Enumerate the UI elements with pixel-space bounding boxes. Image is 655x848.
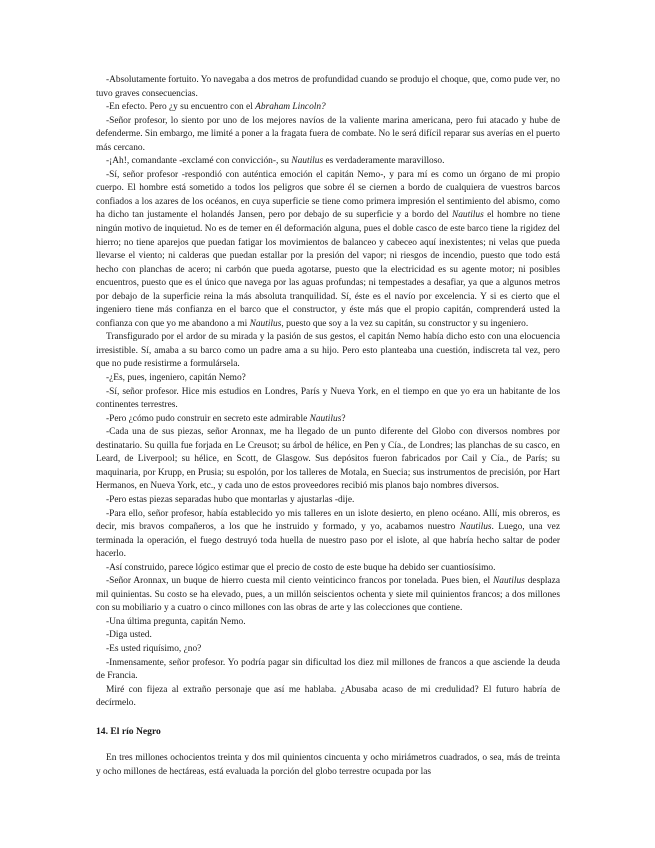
text-run: -¿Es, pues, ingeniero, capitán Nemo? — [106, 373, 246, 384]
italic-title: Nautilus — [249, 318, 282, 329]
paragraph — [96, 169, 560, 332]
chapter-body-text — [96, 74, 560, 711]
paragraph — [96, 684, 560, 711]
paragraph — [96, 426, 560, 494]
text-run: -Absolutamente fortuito. Yo navegaba a dos metros de profundidad cuando se produjo el choque, que, como pude ver, no tuvo graves consecuencias. — [96, 75, 560, 99]
text-run: -Señor profesor, lo siento por uno de los mejores navíos de la valiente marina americana, pero fui atacado y hube de defenderme. Sin embargo, me limité a poner a la fragata fuera de combate. No le será difícil reparar sus averías en el puerto más cercano. — [96, 115, 560, 153]
text-run: -Sí, señor profesor. Hice mis estudios en Londres, París y Nueva York, en el tiempo en que yo era un habitante de los continentes terrestres. — [96, 386, 560, 411]
italic-title: Abraham Lincoln? — [255, 102, 326, 113]
text-run: -Señor Aronnax, un buque de hierro cuesta mil ciento veinticinco francos por tonelada. Pues bien, el — [106, 576, 494, 587]
chapter-heading: 14. El río Negro — [96, 725, 161, 737]
text-run: el hombre no tiene ningún motivo de inquietud. No es de temer en él deformación alguna, pues el doble casco de este barco tiene la rigidez del hierro; no tiene aparejos que puedan fatigar los movimientos de balanceo y cabeceo aquí inexistentes; ni velas que pueda llevarse el viento; ni calderas que puedan estallar por la presión del vapor; ni riesgos de incendio, puesto que todo está hecho con planchas de acero; ni carbón que pueda agotarse, puesto que la electricidad es su agente motor; ni posibles encuentros, puesto que es el único que navega por las aguas profundas; ni tempestades a desafiar, ya que a algunos metros por debajo de la superficie reina la más absoluta tranquilidad. Sí, éste es el navío por excelencia. Y si es cierto que el ingeniero tiene más confianza en el barco que el constructor, y éste más que el propio capitán, comprenderá usted la confianza con que yo me abandono a mi — [96, 210, 561, 329]
document-page — [96, 74, 560, 779]
italic-title: Nautilus — [493, 576, 525, 587]
final-paragraph: En tres millones ochocientos treinta y dos mil quinientos cincuenta y ocho miriámetros cuadrados, o sea, más de treinta y ocho millones de hectáreas, está evaluada la porción del globo terrestre ocupada por las — [96, 753, 560, 777]
text-run: desplaza mil quinientas. Su costo se ha elevado, pues, a un millón seiscientos ochenta y siete mil quinientos francos; a dos millones con su mobiliario y a cuatro o cinco millones con las obras de arte y las colecciones que contiene. — [96, 576, 560, 614]
text-run: ? — [341, 413, 346, 424]
text-run: -¡Ah!, comandante -exclamé con convicción-, su — [106, 156, 292, 167]
text-run: Miré con fijeza al extraño personaje que así me hablaba. ¿Abusaba acaso de mi credulidad? El futuro habría de decírmelo. — [96, 684, 560, 709]
paragraph — [96, 629, 560, 643]
paragraph — [96, 74, 560, 101]
text-run: , puesto que soy a la vez su capitán, su constructor y su ingeniero. — [281, 318, 529, 329]
paragraph — [96, 372, 560, 386]
paragraph — [96, 331, 560, 372]
paragraph — [96, 643, 560, 657]
text-run: -Sí, señor profesor -respondió con auténtica emoción el capitán Nemo-, y para mí es como un órgano de mi propio cuerpo. El hombre está sometido a todos los peligros que sobre él se ciernen a bordo de cualquiera de vuestros barcos confiados a los azares de los océanos, en cuya superficie se tiene como primera impresión el sentimiento del abismo, como ha dicho tan justamente el holandés Jansen, pero por debajo de su superficie y a bordo del — [96, 169, 560, 221]
paragraph — [96, 413, 560, 427]
paragraph — [96, 616, 560, 630]
paragraph — [96, 386, 560, 413]
text-run: -Una última pregunta, capitán Nemo. — [106, 616, 246, 627]
text-run: -Diga usted. — [106, 630, 152, 641]
text-run: es verdaderamente maravilloso. — [323, 156, 445, 167]
italic-title: Nautilus — [291, 156, 324, 167]
text-run: -Es usted riquísimo, ¿no? — [106, 643, 202, 654]
paragraph — [96, 562, 560, 576]
paragraph — [96, 494, 560, 508]
italic-title: Nautilus — [309, 413, 342, 424]
paragraph — [96, 657, 560, 684]
paragraph — [96, 508, 560, 562]
paragraph — [96, 155, 560, 169]
paragraph — [96, 115, 560, 156]
italic-title: Nautilus — [459, 522, 492, 533]
italic-title: Nautilus — [451, 210, 484, 221]
text-run: -Cada una de sus piezas, señor Aronnax, me ha llegado de un punto diferente del Globo con diversos nombres por destinatario. Su quilla fue forjada en Le Creusot; su árbol de hélice, en Pen y Cía., de Londres; las planchas de su casco, en Leard, de Liverpool; su hélice, en Scott, de Glasgow. Sus depósitos fueron fabricados por Cail y Cía., de París; su maquinaria, por Krupp, en Prusia; su espolón, por los talleres de Motala, en Suecia; sus instrumentos de precisión, por Hart Hermanos, en Nueva York, etc., y cada uno de estos proveedores recibió mis planos bajo nombres diversos. — [96, 427, 560, 492]
text-run: -Inmensamente, señor profesor. Yo podría pagar sin dificultad los diez mil millones de francos a que asciende la deuda de Francia. — [96, 657, 560, 682]
text-run: -Pero ¿cómo pudo construir en secreto este admirable — [106, 413, 310, 424]
text-run: -Así construido, parece lógico estimar que el precio de costo de este buque ha debido ser cuantiosísimo. — [106, 562, 496, 573]
text-run: -Pero estas piezas separadas hubo que montarlas y ajustarlas -dije. — [106, 494, 355, 505]
paragraph — [96, 575, 560, 616]
text-run: . Luego, una vez terminada la operación, el fuego destruyó toda huella de nuestro paso por el islote, al que habría hecho saltar de poder hacerlo. — [96, 522, 560, 560]
text-run: -En efecto. Pero ¿y su encuentro con el — [106, 102, 256, 113]
text-run: -Para ello, señor profesor, había establecido yo mis talleres en un islote desierto, en pleno océano. Allí, mis obreros, es decir, mis bravos compañeros, a los que he instruido y formado, y yo, acabamos nuestro — [96, 508, 560, 533]
paragraph — [96, 101, 560, 115]
text-run: Transfigurado por el ardor de su mirada y la pasión de sus gestos, el capitán Nemo había dicho esto con una elocuencia irresistible. Sí, amaba a su barco como un padre ama a su hijo. Pero esto planteaba una cuestión, indiscreta tal vez, pero que no pude resistirme a formulársela. — [96, 332, 560, 370]
